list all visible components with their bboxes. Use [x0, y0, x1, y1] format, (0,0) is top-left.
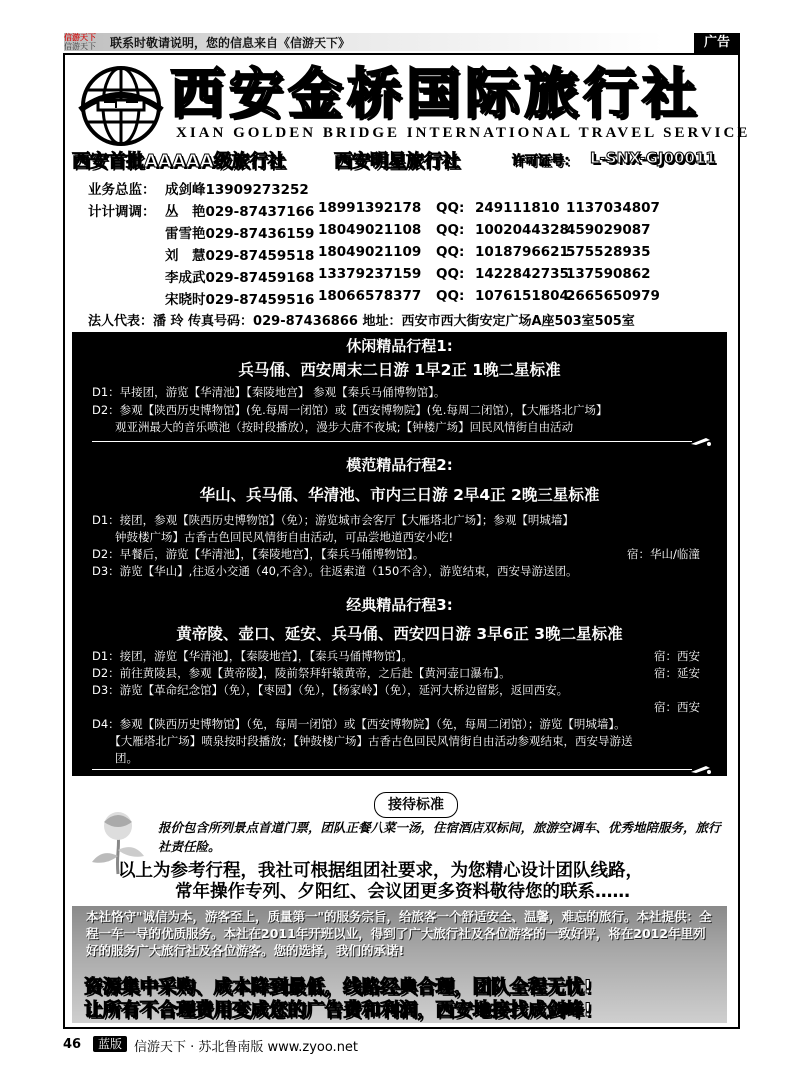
page-number: 46: [63, 1037, 82, 1052]
slogan-2: 让所有不合理费用变成您的广告费和利润，西安地接找成剑峰!: [84, 1000, 592, 1021]
company-name-en: XIAN GOLDEN BRIDGE INTERNATIONAL TRAVEL SERVICE: [176, 125, 751, 141]
license-value: L-SNX-GJ00011: [590, 149, 716, 167]
contact-name-phone: 刘 慧029-87459518: [165, 248, 315, 264]
logo-bottom-text: 信游天下: [64, 42, 96, 51]
itinerary-2-subtitle: 华山、兵马俑、华清池、市内三日游 2早4正 2晚三星标准: [199, 486, 600, 504]
badge-star: 西安明星旅行社: [334, 151, 460, 172]
slogan-1: 资源集中采购、成本降到最低，线路经典合理，团队全程无忧!: [84, 977, 592, 998]
director-label: 业务总监：: [88, 182, 156, 198]
itinerary-block: [72, 332, 727, 776]
qq-label: QQ:: [436, 200, 465, 216]
qq-1: 1018796621: [475, 244, 569, 260]
qq-2: 2665650979: [566, 288, 660, 304]
stay-note: 宿：华山/临潼: [627, 547, 700, 561]
qq-label: QQ:: [436, 222, 465, 238]
dispatch-label: 计计调调：: [88, 204, 156, 220]
itinerary-line: D3：游览【革命纪念馆】（免），【枣园】（免），【杨家岭】（免），延河大桥边留影，返回西安。: [92, 683, 569, 697]
divider: [92, 441, 692, 442]
pen-icon: [690, 436, 712, 446]
itinerary-line: 【大雁塔北广场】喷泉按时段播放；【钟鼓楼广场】古香古色回民风情街自由活动参观结束，西安导游送: [92, 734, 633, 748]
qq-1: 1002044328: [475, 222, 569, 238]
pen-icon: [690, 764, 712, 774]
contact-mobile: 18049021108: [318, 222, 422, 238]
itinerary-line: D2：参观【陕西历史博物馆】(免.每周一闭馆）或【西安博物院】(免.每周二闭馆），【大雁塔北广场】: [92, 403, 608, 417]
reception-standard-text: 报价包含所列景点首道门票，团队正餐八菜一汤，住宿酒店双标间，旅游空调车、优秀地陪服务，旅行社责任险。: [158, 820, 721, 854]
special-groups-line: 常年操作专列、夕阳红、会议团更多资料敬待您的联系……: [175, 882, 630, 902]
contact-mobile: 18049021109: [318, 244, 422, 260]
qq-label: QQ:: [436, 244, 465, 260]
contact-name-phone: 李成武029-87459168: [165, 270, 315, 286]
itinerary-line: 团。: [92, 751, 138, 765]
legal-rep-line: 法人代表：潘 玲 传真号码：029-87436866 地址：西安市西大街安定广场A座503室505室: [88, 314, 635, 329]
itinerary-1-title: 休闲精品行程1:: [346, 337, 453, 355]
contact-mobile: 18991392178: [318, 200, 422, 216]
company-name-cn: 西安金桥国际旅行社: [170, 61, 701, 125]
itinerary-line: D1：接团，参观【陕西历史博物馆】（免）；游览城市会客厅【大雁塔北广场】；参观【明城墙】: [92, 513, 574, 527]
director-value: 成剑峰13909273252: [165, 182, 309, 198]
itinerary-3-title: 经典精品行程3:: [346, 596, 453, 614]
itinerary-line: D2：早餐后，游览【华清池】，【秦陵地宫】，【秦兵马俑博物馆】。: [92, 547, 425, 561]
itinerary-line: D1：接团，游览【华清池】，【秦陵地宫】，【秦兵马俑博物馆】。: [92, 649, 413, 663]
custom-design-line: 以上为参考行程，我社可根据组团社要求，为您精心设计团队线路，: [118, 861, 643, 881]
itinerary-line: 观亚洲最大的音乐喷池（按时段播放），漫步大唐不夜城;【钟楼广场】回民风情街自由活动: [92, 420, 574, 434]
magazine-logo: [64, 33, 100, 51]
edition-badge: 蓝版: [93, 1036, 127, 1052]
globe-bridge-logo-icon: [76, 62, 166, 150]
ad-tag: 广告: [694, 33, 740, 53]
license-label: 许可证号：: [512, 154, 578, 169]
itinerary-2-title: 模范精品行程2:: [346, 456, 453, 474]
contact-name-phone: 丛 艳029-87437166: [165, 204, 315, 220]
badge-aaaaa: 西安首批AAAAA级旅行社: [72, 151, 286, 172]
qq-2: 1137034807: [566, 200, 660, 216]
qq-label: QQ:: [436, 266, 465, 282]
itinerary-1-subtitle: 兵马俑、西安周末二日游 1早2正 1晚二星标准: [238, 361, 561, 379]
stay-note: 宿：西安: [654, 700, 700, 714]
qq-1: 1422842735: [475, 266, 569, 282]
contact-mobile: 13379237159: [318, 266, 422, 282]
qq-2: 137590862: [566, 266, 651, 282]
qq-label: QQ:: [436, 288, 465, 304]
qq-1: 249111810: [475, 200, 560, 216]
divider: [92, 769, 692, 770]
itinerary-line: D3：游览【华山】,往返小交通（40,不含）。往返索道（150不含），游览结束，西安导游送团。: [92, 564, 578, 578]
logo-top-text: 信游天下: [64, 33, 96, 42]
itinerary-3-subtitle: 黄帝陵、壶口、延安、兵马俑、西安四日游 3早6正 3晚二星标准: [176, 625, 623, 643]
itinerary-line: 钟鼓楼广场】古香古色回民风情街自由活动，可品尝地道西安小吃!: [92, 530, 454, 544]
itinerary-line: D2：前往黄陵县，参观【黄帝陵】，陵前祭拜轩辕黄帝，之后赴【黄河壶口瀑布】。: [92, 666, 511, 680]
credential-row: [72, 147, 736, 173]
reception-standard-label: 接待标准: [374, 792, 458, 818]
itinerary-line: D4：参观【陕西历史博物馆】（免，每周一闭馆）或【西安博物院】（免，每周二闭馆）；游览【明城墙】。: [92, 717, 626, 731]
contact-name-phone: 宋晓时029-87459516: [165, 292, 315, 308]
qq-1: 1076151804: [475, 288, 569, 304]
stay-note: 宿：西安: [654, 649, 700, 663]
qq-2: 575528935: [566, 244, 651, 260]
footer-text: 信游天下 · 苏北鲁南版 www.zyoo.net: [134, 1040, 359, 1055]
header-notice: 联系时敬请说明，您的信息来自《信游天下》: [110, 36, 351, 50]
stay-note: 宿：延安: [654, 666, 700, 680]
qq-2: 459029087: [566, 222, 651, 238]
service-promise-text: 本社恪守"诚信为本，游客至上，质量第一"的服务宗旨，给旅客一个舒适安全、温馨，难忘的旅行。本社提供：全程一车一导的优质服务。本社在2011年开班以业，得到了广大旅行社及各位游客的一致好评，将在2012年里列好的服务广大旅行社及各位游客。您的选择，我们的承诺!: [86, 909, 712, 958]
contact-name-phone: 雷雪艳029-87436159: [165, 226, 315, 242]
itinerary-line: D1：早接团，游览【华清池】【秦陵地宫】 参观【秦兵马俑博物馆】。: [92, 385, 446, 399]
contact-mobile: 18066578377: [318, 288, 422, 304]
